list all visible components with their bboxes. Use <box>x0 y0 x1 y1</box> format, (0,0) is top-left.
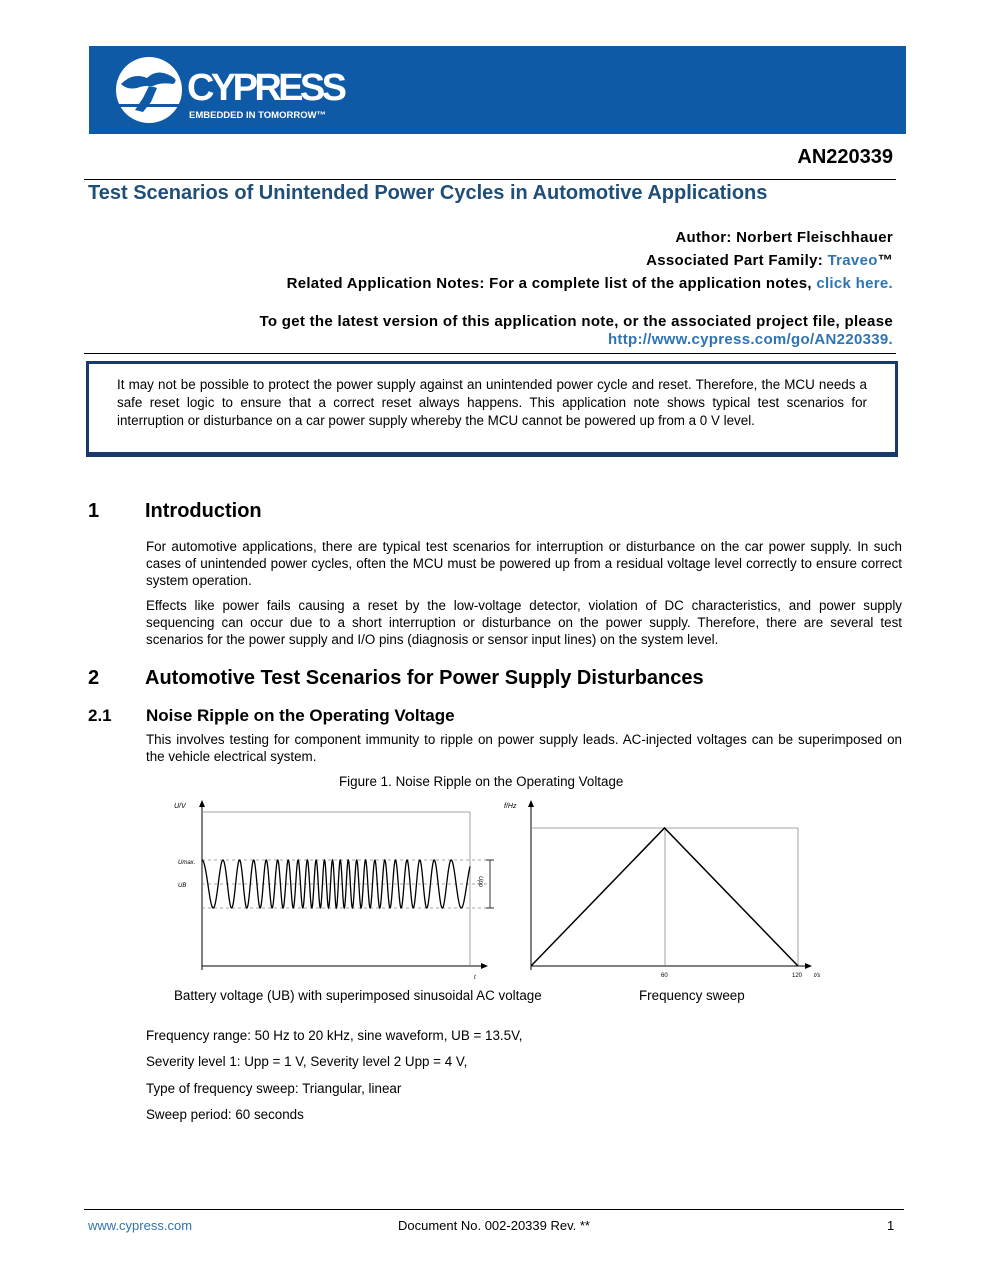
logo-name: CYPRESS <box>187 67 347 109</box>
section-2-1-paragraph: This involves testing for component immunity to ripple on power supply leads. AC-injected voltages can be superimposed on the vehicle electrical system. <box>146 732 902 764</box>
cypress-logo <box>113 54 353 126</box>
spec-severity-levels: Severity level 1: Upp = 1 V, Severity level 2 Upp = 4 V, <box>146 1054 468 1069</box>
abstract-box: It may not be possible to protect the power supply against an unintended power cycle and reset. Therefore, the MCU needs a safe reset logic to ensure that a correct reset always happens. This application note shows typical test scenarios for interruption or disturbance on a car power supply whereby the MCU cannot be powered up from a 0 V level. <box>86 361 898 457</box>
related-notes-line <box>287 275 893 292</box>
doc-number: AN220339 <box>797 146 893 168</box>
y-axis-arrow-icon <box>528 800 534 807</box>
frequency-sweep-series <box>531 828 798 966</box>
header-banner <box>89 46 906 134</box>
section-number: 2 <box>88 667 100 689</box>
x-tick-60: 60 <box>661 973 668 979</box>
y-axis-arrow-icon <box>199 800 205 807</box>
intro-paragraph-2: Effects like power fails causing a reset by the low-voltage detector, violation of DC characteristics, and power supply sequencing can occur due to a short interruption or disturbance on the power supply. Therefore, there are several test scenarios for the power supply and I/O pins (diagnosis or sensor input lines) on the system level. <box>146 598 902 647</box>
footer-page-number: 1 <box>887 1218 895 1233</box>
x-axis-label: t/s <box>814 973 821 979</box>
footer-website-link[interactable]: www.cypress.com <box>88 1218 193 1233</box>
umax-tick-label: Umax. <box>178 860 196 866</box>
ripple-chart <box>168 798 498 983</box>
left-chart-caption: Battery voltage (UB) with superimposed sinusoidal AC voltage <box>174 988 542 1003</box>
author-line: Author: Norbert Fleischhauer <box>675 229 893 246</box>
x-axis-arrow-icon <box>805 963 812 969</box>
footer-document-number: Document No. 002-20339 Rev. ** <box>398 1218 590 1233</box>
related-notes-label: Related Application Notes: For a complete list of the application notes, <box>286 275 817 292</box>
title-rule <box>84 179 896 180</box>
x-axis-arrow-icon <box>481 963 488 969</box>
ub-tick-label: UB <box>178 883 187 889</box>
figure-caption: Figure 1. Noise Ripple on the Operating Voltage <box>339 774 624 789</box>
section-number: 2.1 <box>88 706 112 725</box>
y-axis-label: U/V <box>174 803 186 810</box>
intro-paragraph-1: For automotive applications, there are typical test scenarios for interruption or disturbance on the car power supply. In such cases of unintended power cycles, often the MCU must be powered up from a residual voltage level correctly to ensure correct system operation. <box>146 539 902 588</box>
spec-sweep-period: Sweep period: 60 seconds <box>146 1107 304 1122</box>
trademark: ™ <box>877 252 893 269</box>
logo-tagline: EMBEDDED IN TOMORROW™ <box>189 110 327 121</box>
section-number: 1 <box>88 500 100 522</box>
section-title: Noise Ripple on the Operating Voltage <box>146 706 455 725</box>
footer-rule <box>84 1209 904 1210</box>
sweep-chart <box>498 798 832 983</box>
spec-sweep-type: Type of frequency sweep: Triangular, linear <box>146 1081 402 1096</box>
upp-label: Upp <box>477 876 483 888</box>
spec-frequency-range: Frequency range: 50 Hz to 20 kHz, sine waveform, UB = 13.5V, <box>146 1028 523 1043</box>
right-chart-caption: Frequency sweep <box>639 988 745 1003</box>
y-axis-label: f/Hz <box>504 803 517 810</box>
an220339-link[interactable]: http://www.cypress.com/go/AN220339. <box>607 331 893 348</box>
meta-rule <box>84 353 896 354</box>
x-tick-120: 120 <box>792 973 803 979</box>
part-family-label: Associated Part Family: <box>646 252 828 269</box>
latest-version-line: To get the latest version of this application note, or the associated project file, please <box>259 313 893 330</box>
traveo-link[interactable]: Traveo <box>827 252 878 269</box>
section-title: Automotive Test Scenarios for Power Supply Disturbances <box>145 667 704 689</box>
page-title: Test Scenarios of Unintended Power Cycles in Automotive Applications <box>88 182 768 204</box>
section-title: Introduction <box>145 500 262 522</box>
click-here-link[interactable]: click here. <box>816 275 893 292</box>
x-axis-label: t <box>474 975 476 981</box>
part-family-line <box>646 252 893 269</box>
